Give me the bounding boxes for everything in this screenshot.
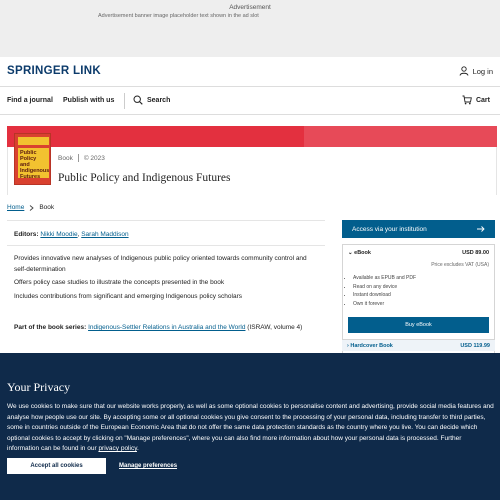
search-label: Search [147, 96, 171, 104]
privacy-title: Your Privacy [7, 380, 71, 394]
nav-divider [124, 93, 125, 109]
search-icon [133, 95, 143, 105]
book-cover [14, 133, 51, 185]
search-button[interactable] [133, 95, 170, 105]
chevron-right-icon: › [347, 342, 351, 349]
privacy-text: We use cookies to make sure that our website works properly, as well as some optional cookies to personalise content and advertising, provide social media features and analyse how people use our site. By accepting some or all optional cookies you give consent to the processing of your personal data, including transfer to third parties, some in countries outside of the European Economic Area that do not offer the same data protection standards as the country where you live. You can decide which optional cookies to accept by clicking on "Manage preferences", where you can also find more information about how your personal data is processed. Further information can be found in our privacy policy. [7, 403, 494, 452]
cart-button[interactable] [462, 95, 490, 105]
series-link[interactable]: Indigenous-Settler Relations in Australia and the World [88, 324, 246, 331]
find-journal-link[interactable]: Find a journal [7, 97, 53, 104]
login-label: Log in [472, 66, 493, 76]
hardcover-option[interactable] [342, 339, 495, 351]
cart-icon [462, 95, 472, 105]
brand-bar [0, 57, 500, 87]
series-suffix: (ISRAW, volume 4) [247, 324, 303, 331]
book-details [7, 220, 325, 360]
highlight-item: Provides innovative new analyses of Indigenous public policy oriented towards community control and self-determination [14, 255, 307, 273]
manage-preferences-link[interactable]: Manage preferences [119, 463, 178, 469]
editors-label: Editors: [14, 231, 39, 238]
springer-link-logo[interactable]: SPRINGER LINK [7, 65, 101, 77]
editors: Editors: Nikki Moodie, Sarah Maddison [14, 231, 129, 238]
ebook-price: USD 89.00 [462, 250, 489, 256]
ebook-label: ⌄ eBook [348, 250, 371, 256]
highlight-item: Includes contributions from significant and emerging Indigenous policy scholars [14, 292, 242, 300]
cover-title: Public Policy and Indigenous Futures [20, 150, 50, 180]
cover-top-strip [18, 137, 49, 145]
breadcrumb [7, 204, 54, 211]
tax-note: Price excludes VAT (USA) [431, 262, 489, 268]
privacy-policy-link[interactable]: privacy policy [98, 445, 137, 452]
breadcrumb-home[interactable]: Home [7, 204, 25, 211]
advertisement-banner [0, 0, 500, 57]
access-institution-button[interactable] [342, 220, 495, 238]
access-label: Access via your institution [352, 225, 427, 233]
series-label: Part of the book series: [14, 324, 87, 331]
arrow-right-icon [477, 226, 485, 232]
feature-item: • Available as EPUB and PDF [353, 274, 416, 283]
feature-item: • Read on any device [353, 283, 416, 292]
user-icon [459, 66, 469, 76]
page-title: Public Policy and Indigenous Futures [58, 172, 231, 184]
chevron-right-icon [29, 205, 34, 211]
purchase-panel [342, 244, 495, 354]
ebook-header[interactable] [343, 245, 494, 256]
meta-divider [78, 154, 79, 162]
editor-link-2[interactable]: Sarah Maddison [81, 231, 129, 238]
privacy-body: We use cookies to make sure that our website works properly, as well as some optional cookies to personalise content and advertising, provide social media features and analyse how people use our site. By accepting some or all optional cookies you give consent to the processing of your personal data, including transfer to third parties, some in countries outside of the European Economic Area that do not offer the same data protection standards as the country where you live. You can decide which optional cookies to accept by clicking on "Manage preferences", where you can also find more information about how your personal data is processed. Further information can be found in our [7, 403, 494, 452]
buy-ebook-button[interactable]: Buy eBook [348, 317, 489, 333]
main-nav [0, 87, 500, 115]
book-highlights [14, 254, 314, 305]
hero-color-band-right [304, 126, 497, 147]
hardcover-label: › Hardcover Book [347, 342, 393, 349]
breadcrumb-current: Book [39, 204, 55, 211]
feature-item: • Instant download [353, 291, 416, 300]
book-year: © 2023 [83, 154, 105, 162]
chevron-down-icon: ⌄ [348, 250, 355, 256]
login-link[interactable] [459, 66, 493, 76]
book-type: Book [58, 154, 73, 162]
feature-item: • Own it forever [353, 300, 416, 309]
ebook-features [353, 274, 416, 308]
divider [7, 245, 325, 246]
book-series [14, 322, 319, 333]
hardcover-price: USD 119.99 [460, 342, 490, 349]
highlight-item: Offers policy case studies to illustrate the concepts presented in the book [14, 279, 225, 286]
publish-link[interactable]: Publish with us [63, 97, 115, 104]
accept-all-cookies-button[interactable]: Accept all cookies [7, 458, 106, 474]
advertisement-image[interactable]: Advertisement banner image placeholder text shown in the ad slot [98, 13, 259, 19]
advertisement-label: Advertisement [229, 4, 271, 11]
editor-link-1[interactable]: Nikki Moodie [40, 231, 78, 238]
cart-label: Cart [475, 96, 490, 104]
book-meta [58, 154, 105, 162]
privacy-banner [0, 353, 500, 500]
